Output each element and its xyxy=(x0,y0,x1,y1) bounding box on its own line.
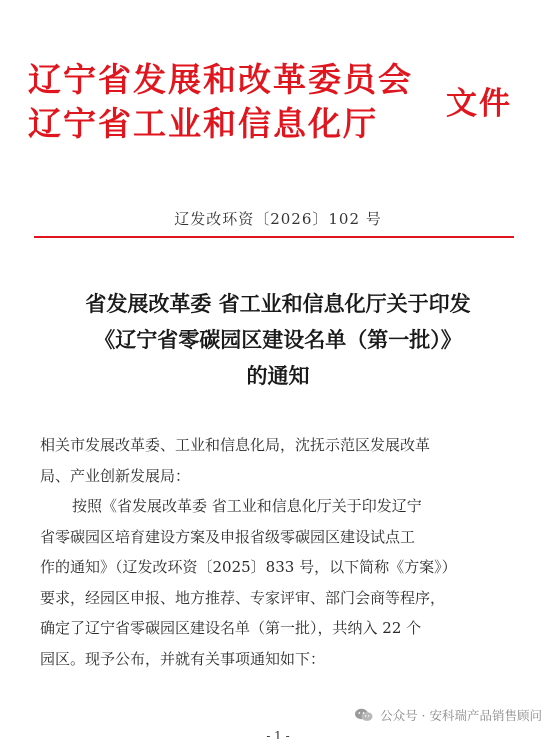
paragraph-line: 按照《省发展改革委 省工业和信息化厅关于印发辽宁 xyxy=(72,497,422,515)
red-divider xyxy=(34,236,514,238)
issuer-line-2: 辽宁省工业和信息化厅 xyxy=(28,104,378,143)
issuer-block xyxy=(28,58,438,146)
addressee-line-1: 相关市发展改革委、工业和信息化局，沈抚示范区发展改革 xyxy=(40,436,431,454)
paragraph-line: 省零碳园区培育建设方案及申报省级零碳园区建设试点工 xyxy=(40,527,416,546)
title-line-2: 《辽宁省零碳园区建设名单（第一批）》 xyxy=(94,328,462,352)
document-body xyxy=(40,430,516,674)
watermark-text: 公众号 · 安科瑞产品销售顾问 xyxy=(380,708,542,723)
paragraph-line: 确定了辽宁省零碳园区建设名单（第一批），共纳入 22 个 xyxy=(40,619,422,637)
wechat-icon xyxy=(354,708,374,722)
document-title xyxy=(20,286,536,394)
title-line-1: 省发展改革委 省工业和信息化厅关于印发 xyxy=(85,292,471,316)
document-header xyxy=(28,58,528,168)
paragraph-line: 园区。现予公布，并就有关事项通知如下： xyxy=(40,649,326,668)
title-line-3: 的通知 xyxy=(246,364,310,388)
page-number: - 1 - xyxy=(266,729,290,739)
paragraph-line: 要求，经园区申报、地方推荐、专家评审、部门会商等程序， xyxy=(40,588,446,607)
wechat-watermark xyxy=(354,706,542,724)
addressee-line-2: 局、产业创新发展局： xyxy=(40,466,191,485)
issuer-line-1: 辽宁省发展和改革委员会 xyxy=(28,60,413,99)
header-suffix: 文件 xyxy=(446,86,512,122)
document-number: 辽发改环资〔2026〕102 号 xyxy=(174,210,382,228)
paragraph-line: 作的通知》（辽发改环资〔2025〕833 号，以下简称《方案》） xyxy=(40,558,457,576)
